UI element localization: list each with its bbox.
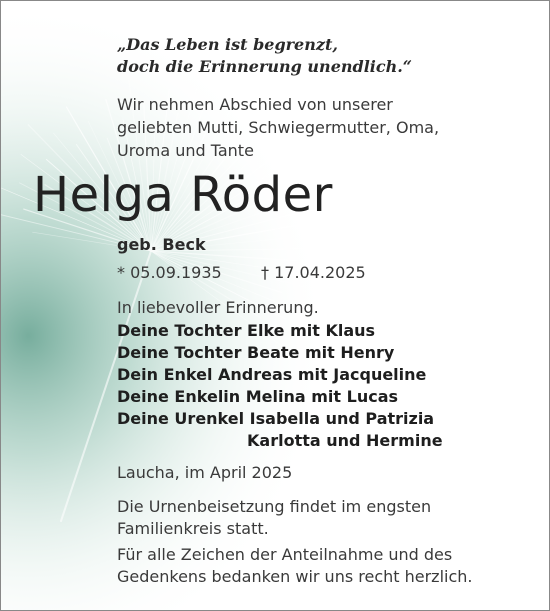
death-date: † 17.04.2025 bbox=[261, 263, 366, 282]
mourner-line: Deine Enkelin Melina mit Lucas bbox=[117, 387, 399, 406]
intro-line-2: geliebten Mutti, Schwiegermutter, Oma, bbox=[117, 118, 440, 137]
intro-line-1: Wir nehmen Abschied von unserer bbox=[117, 95, 393, 114]
mourner-line: Deine Urenkel Isabella und Patrizia bbox=[117, 409, 435, 428]
deceased-name: Helga Röder bbox=[33, 167, 333, 223]
thanks-line-2: Gedenkens bedanken wir uns recht herzlich. bbox=[117, 567, 473, 586]
maiden-name: geb. Beck bbox=[117, 235, 206, 254]
mourner-line: Karlotta und Hermine bbox=[247, 431, 443, 450]
mourner-line: Deine Tochter Beate mit Henry bbox=[117, 343, 395, 362]
burial-line-2: Familienkreis statt. bbox=[117, 519, 269, 538]
mourner-line: Dein Enkel Andreas mit Jacqueline bbox=[117, 365, 427, 384]
quote-line-2: doch die Erinnerung unendlich.“ bbox=[117, 57, 412, 76]
burial-line-1: Die Urnenbeisetzung findet im engsten bbox=[117, 497, 432, 516]
place-date: Laucha, im April 2025 bbox=[117, 463, 293, 482]
intro-line-3: Uroma und Tante bbox=[117, 141, 254, 160]
mourner-line: Deine Tochter Elke mit Klaus bbox=[117, 321, 376, 340]
quote-line-1: „Das Leben ist begrenzt, bbox=[117, 35, 338, 54]
thanks-line-1: Für alle Zeichen der Anteilnahme und des bbox=[117, 545, 453, 564]
remembrance-intro: In liebevoller Erinnerung. bbox=[117, 298, 319, 317]
birth-date: * 05.09.1935 bbox=[117, 263, 222, 282]
